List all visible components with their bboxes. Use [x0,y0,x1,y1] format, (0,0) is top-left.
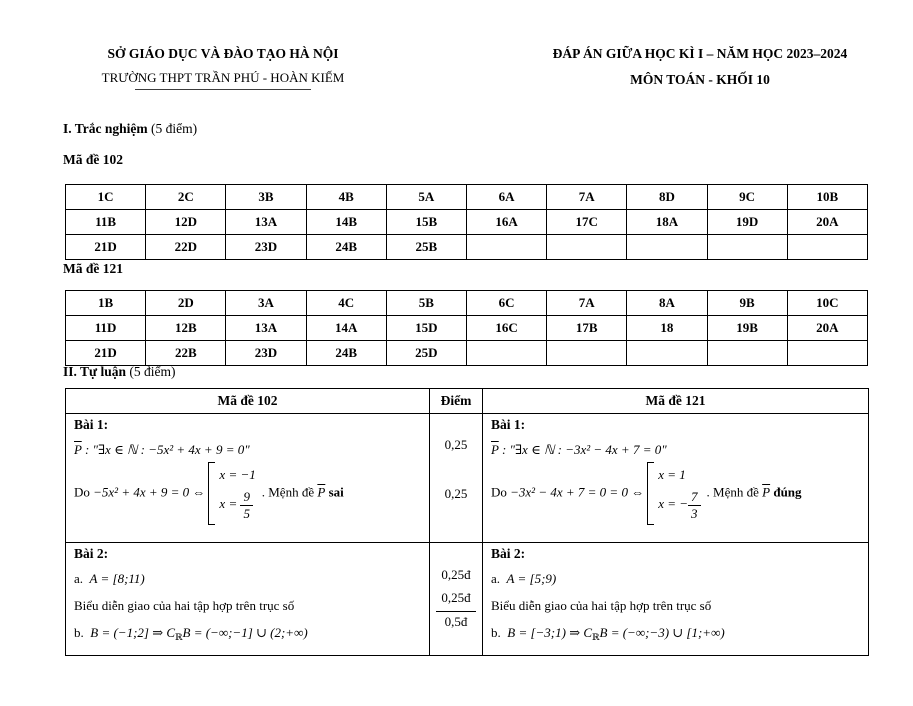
answer-cell: 20A [787,316,867,341]
answer-cell: 9C [707,185,787,210]
score-divider-rule [436,611,476,612]
header-left [88,46,358,90]
answer-cell: 8D [627,185,707,210]
mcq-table-121 [65,290,868,366]
section-mcq-title-bold: I. Trắc nghiệm [63,121,148,136]
bai1-left-statement: $\overline{P}$ : "∃x ∈ ℕ : −5x² + 4x + 9 = 0" [74,442,250,457]
answer-cell [466,235,546,260]
department-name: SỞ GIÁO DỤC VÀ ĐÀO TẠO HÀ NỘI [107,46,339,61]
section-mcq-title [63,121,197,137]
answer-row [66,235,868,260]
answer-cell [707,235,787,260]
header-divider-rule [135,89,311,90]
section-essay-title [63,364,176,380]
answer-row [66,316,868,341]
bai1-left-cell [66,414,430,543]
p-bar-symbol: $\overline{P}$ [317,484,326,500]
score-value: 0,25đ [441,567,471,582]
bai1-right-statement: $\overline{P}$ : "∃x ∈ ℕ : −3x² − 4x + 7 = 0" [491,442,667,457]
answer-row [66,291,868,316]
answer-cell: 15D [386,316,466,341]
section-essay-title-note: (5 điểm) [126,364,176,379]
answer-cell: 11D [66,316,146,341]
answer-cell: 1C [66,185,146,210]
answer-cell [547,235,627,260]
answer-cell: 4C [306,291,386,316]
answer-cell: 6C [466,291,546,316]
answer-cell: 21D [66,235,146,260]
answer-cell: 18 [627,316,707,341]
document-title: ĐÁP ÁN GIỮA HỌC KÌ I – NĂM HỌC 2023–2024 [552,46,848,61]
p-bar-symbol: $\overline{P}$ [491,442,499,457]
bai2-left-title: Bài 2: [74,546,109,561]
answer-cell: 9B [707,291,787,316]
fraction: $\frac{7}{3}$ [688,490,701,520]
answer-cell: 2C [146,185,226,210]
score-value: 0,5đ [444,614,468,629]
essay-header-code-121: Mã đề 121 [483,389,869,414]
answer-cell: 3A [226,291,306,316]
answer-cell: 14A [306,316,386,341]
bai1-left-verdict: sai [325,484,344,500]
answer-cell [466,341,546,366]
essay-row-bai1 [66,414,869,543]
answer-row [66,185,868,210]
answer-row [66,210,868,235]
answer-cell: 16A [466,210,546,235]
answer-cell: 11B [66,210,146,235]
bai1-right-verdict: đúng [770,484,802,500]
mcq-table-102 [65,184,868,260]
answer-cell [547,341,627,366]
real-set-subscript: ℝ [175,632,183,642]
p-bar-symbol: $\overline{P}$ [74,442,82,457]
bai2-left-note: Biểu diễn giao của hai tập hợp trên trục số [74,598,295,613]
essay-table [65,388,869,656]
essay-row-bai2 [66,543,869,656]
bai2-right-title: Bài 2: [491,546,526,561]
answer-cell: 24B [306,235,386,260]
score-value: 0,25 [444,437,468,452]
bai2-right-cell [483,543,869,656]
bai2-left-cell [66,543,430,656]
answer-cell: 16C [466,316,546,341]
bai1-right-cell [483,414,869,543]
solution-cases-bracket: x = 1 x = − $\frac{7}{3}$ [647,462,703,525]
answer-cell: 7A [547,291,627,316]
answer-cell [627,341,707,366]
answer-cell: 10B [787,185,867,210]
answer-cell: 23D [226,235,306,260]
bai1-right-solution: Do −3x² − 4x + 7 = 0 = 0 ⇔ x = 1 x = − $\frac{7}{3}$ . Mệnh đề $\overline{P}$ đúng [491,462,860,525]
real-set-subscript: ℝ [592,632,600,642]
answer-cell: 1B [66,291,146,316]
section-mcq-title-note: (5 điểm) [147,121,198,136]
answer-cell [627,235,707,260]
answer-cell: 22D [146,235,226,260]
answer-cell: 8A [627,291,707,316]
bai2-right-note: Biểu diễn giao của hai tập hợp trên trục số [491,598,712,613]
bai2-right-part-b: b. B = [−3;1) ⇒ $C_ℝB$ = (−∞;−3) ∪ [1;+∞) [491,625,725,642]
fraction: $\frac{9}{5}$ [240,490,253,520]
answer-cell: 20A [787,210,867,235]
answer-cell: 15B [386,210,466,235]
bai2-score-cell [430,543,483,656]
answer-cell: 13A [226,210,306,235]
bai1-score-cell [430,414,483,543]
bai2-left-part-a: a. A = [8;11) [74,571,145,586]
answer-cell: 13A [226,316,306,341]
answer-cell: 10C [787,291,867,316]
answer-row [66,341,868,366]
bai2-left-part-b: b. B = (−1;2] ⇒ $C_ℝB$ = (−∞;−1] ∪ (2;+∞) [74,625,308,642]
answer-cell: 19B [707,316,787,341]
score-value: 0,25 [444,486,468,501]
answer-cell: 25D [386,341,466,366]
subject-grade: MÔN TOÁN - KHỐI 10 [630,71,770,87]
answer-cell: 3B [226,185,306,210]
answer-cell: 7A [547,185,627,210]
answer-cell: 24B [306,341,386,366]
answer-cell: 23D [226,341,306,366]
header-right [545,46,855,87]
answer-cell [787,235,867,260]
answer-cell [787,341,867,366]
school-name: TRƯỜNG THPT TRẦN PHÚ - HOÀN KIẾM [101,69,345,85]
answer-cell: 5B [386,291,466,316]
answer-cell: 18A [627,210,707,235]
answer-cell: 22B [146,341,226,366]
p-bar-symbol: $\overline{P}$ [762,484,771,500]
answer-cell: 17B [547,316,627,341]
answer-cell: 17C [547,210,627,235]
code-102-label: Mã đề 102 [63,152,123,167]
answer-cell: 25B [386,235,466,260]
answer-cell: 2D [146,291,226,316]
code-121-label: Mã đề 121 [63,261,123,276]
answer-cell: 21D [66,341,146,366]
answer-cell: 12B [146,316,226,341]
bai2-right-part-a: a. A = [5;9) [491,571,557,586]
essay-header-row [66,389,869,414]
answer-cell: 5A [386,185,466,210]
answer-cell: 6A [466,185,546,210]
answer-cell: 19D [707,210,787,235]
essay-header-score: Điểm [430,389,483,414]
answer-cell [707,341,787,366]
answer-cell: 4B [306,185,386,210]
solution-cases-bracket: x = −1 x = $\frac{9}{5}$ [208,462,258,525]
bai1-right-title: Bài 1: [491,417,526,432]
bai1-left-title: Bài 1: [74,417,109,432]
section-essay-title-bold: II. Tự luận [63,364,127,379]
answer-cell: 12D [146,210,226,235]
answer-cell: 14B [306,210,386,235]
bai1-left-solution: Do −5x² + 4x + 9 = 0 ⇔ x = −1 x = $\frac{9}{5}$ . Mệnh đề $\overline{P}$ sai [74,462,421,525]
essay-header-code-102: Mã đề 102 [66,389,430,414]
score-value: 0,25đ [441,590,471,605]
